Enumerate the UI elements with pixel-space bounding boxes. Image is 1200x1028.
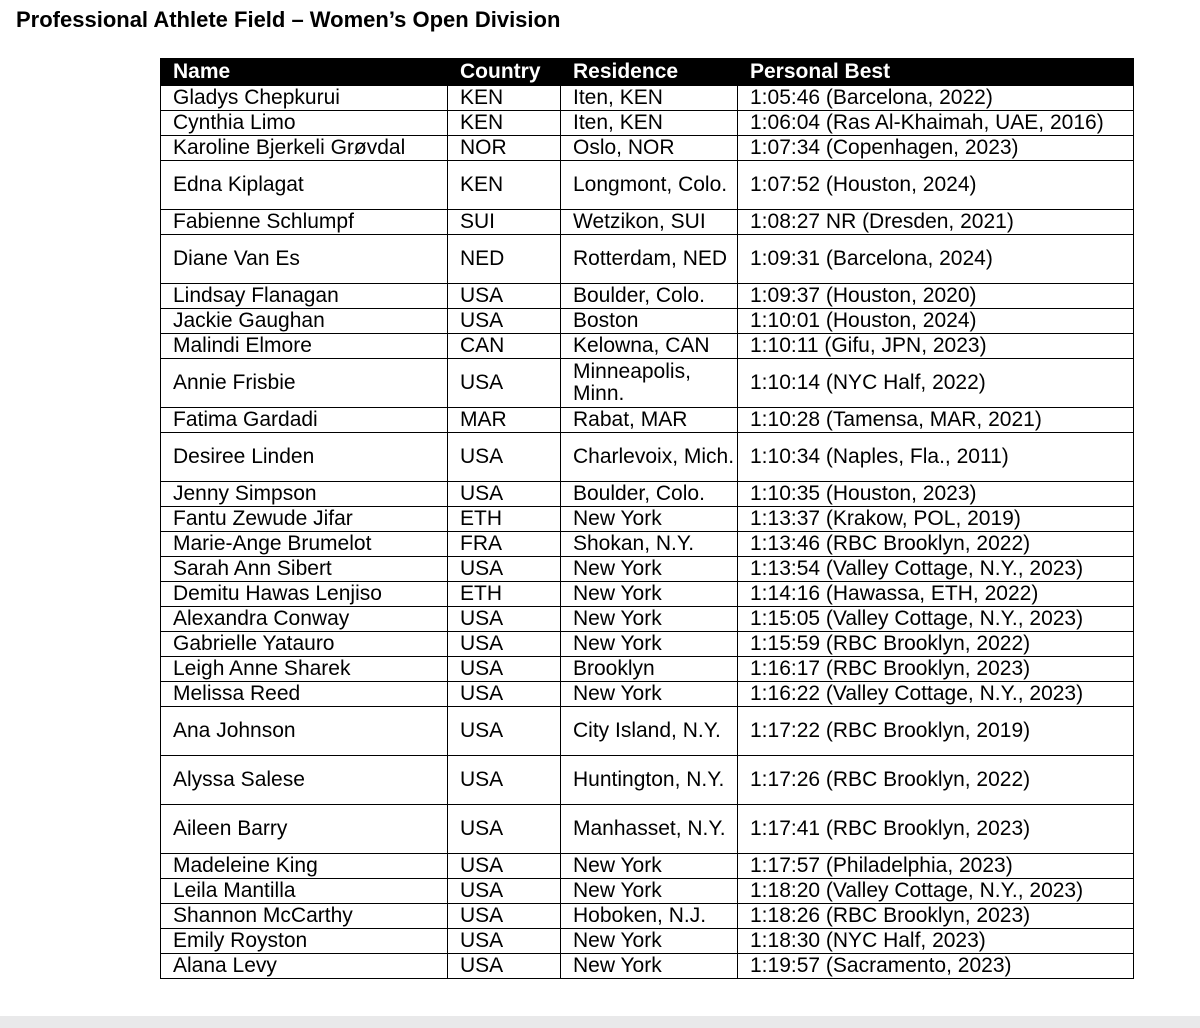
athlete-name-cell: Fabienne Schlumpf — [161, 210, 448, 235]
page-title: Professional Athlete Field – Women’s Open Division — [16, 7, 561, 32]
residence-cell: New York — [561, 507, 738, 532]
table-row — [161, 507, 1134, 532]
athlete-name-cell: Annie Frisbie — [161, 359, 448, 408]
residence-cell: Kelowna, CAN — [561, 334, 738, 359]
country-cell: CAN — [448, 334, 561, 359]
personal-best-cell: 1:15:59 (RBC Brooklyn, 2022) — [738, 632, 1134, 657]
personal-best-cell: 1:17:22 (RBC Brooklyn, 2019) — [738, 707, 1134, 756]
residence-cell: Brooklyn — [561, 657, 738, 682]
athlete-name-cell: Jackie Gaughan — [161, 309, 448, 334]
athlete-name-cell: Karoline Bjerkeli Grøvdal — [161, 136, 448, 161]
residence-cell: Rotterdam, NED — [561, 235, 738, 284]
residence-cell: New York — [561, 557, 738, 582]
residence-cell: Manhasset, N.Y. — [561, 805, 738, 854]
athlete-name-cell: Emily Royston — [161, 929, 448, 954]
table-row — [161, 86, 1134, 111]
country-cell: USA — [448, 557, 561, 582]
residence-cell: Wetzikon, SUI — [561, 210, 738, 235]
personal-best-cell: 1:10:35 (Houston, 2023) — [738, 482, 1134, 507]
personal-best-cell: 1:18:20 (Valley Cottage, N.Y., 2023) — [738, 879, 1134, 904]
table-row — [161, 359, 1134, 408]
personal-best-cell: 1:17:57 (Philadelphia, 2023) — [738, 854, 1134, 879]
personal-best-cell: 1:09:37 (Houston, 2020) — [738, 284, 1134, 309]
table-row — [161, 929, 1134, 954]
athlete-name-cell: Malindi Elmore — [161, 334, 448, 359]
personal-best-cell: 1:18:26 (RBC Brooklyn, 2023) — [738, 904, 1134, 929]
country-cell: USA — [448, 632, 561, 657]
country-cell: USA — [448, 756, 561, 805]
residence-cell: Longmont, Colo. — [561, 161, 738, 210]
country-cell: USA — [448, 904, 561, 929]
header-country: Country — [448, 59, 561, 86]
athlete-name-cell: Jenny Simpson — [161, 482, 448, 507]
country-cell: USA — [448, 482, 561, 507]
country-cell: USA — [448, 284, 561, 309]
personal-best-cell: 1:08:27 NR (Dresden, 2021) — [738, 210, 1134, 235]
residence-cell: Shokan, N.Y. — [561, 532, 738, 557]
personal-best-cell: 1:13:54 (Valley Cottage, N.Y., 2023) — [738, 557, 1134, 582]
personal-best-cell: 1:17:26 (RBC Brooklyn, 2022) — [738, 756, 1134, 805]
athlete-table — [160, 58, 1134, 979]
athlete-name-cell: Leila Mantilla — [161, 879, 448, 904]
table-row — [161, 707, 1134, 756]
personal-best-cell: 1:10:28 (Tamensa, MAR, 2021) — [738, 408, 1134, 433]
bottom-edge-bar — [0, 1016, 1200, 1028]
header-name: Name — [161, 59, 448, 86]
table-row — [161, 309, 1134, 334]
residence-cell: Boulder, Colo. — [561, 284, 738, 309]
country-cell: USA — [448, 682, 561, 707]
residence-cell: City Island, N.Y. — [561, 707, 738, 756]
table-row — [161, 582, 1134, 607]
country-cell: SUI — [448, 210, 561, 235]
residence-cell: New York — [561, 682, 738, 707]
athlete-name-cell: Marie-Ange Brumelot — [161, 532, 448, 557]
residence-cell: Iten, KEN — [561, 111, 738, 136]
residence-cell: Hoboken, N.J. — [561, 904, 738, 929]
athlete-name-cell: Fantu Zewude Jifar — [161, 507, 448, 532]
personal-best-cell: 1:10:11 (Gifu, JPN, 2023) — [738, 334, 1134, 359]
athlete-name-cell: Cynthia Limo — [161, 111, 448, 136]
country-cell: USA — [448, 657, 561, 682]
personal-best-cell: 1:13:37 (Krakow, POL, 2019) — [738, 507, 1134, 532]
country-cell: MAR — [448, 408, 561, 433]
athlete-name-cell: Madeleine King — [161, 854, 448, 879]
table-row — [161, 136, 1134, 161]
country-cell: USA — [448, 854, 561, 879]
personal-best-cell: 1:06:04 (Ras Al-Khaimah, UAE, 2016) — [738, 111, 1134, 136]
personal-best-cell: 1:17:41 (RBC Brooklyn, 2023) — [738, 805, 1134, 854]
personal-best-cell: 1:19:57 (Sacramento, 2023) — [738, 954, 1134, 979]
personal-best-cell: 1:15:05 (Valley Cottage, N.Y., 2023) — [738, 607, 1134, 632]
personal-best-cell: 1:07:52 (Houston, 2024) — [738, 161, 1134, 210]
country-cell: USA — [448, 805, 561, 854]
table-row — [161, 334, 1134, 359]
table-row — [161, 756, 1134, 805]
athlete-name-cell: Aileen Barry — [161, 805, 448, 854]
header-personal-best: Personal Best — [738, 59, 1134, 86]
country-cell: KEN — [448, 86, 561, 111]
residence-cell: New York — [561, 854, 738, 879]
country-cell: USA — [448, 433, 561, 482]
country-cell: KEN — [448, 161, 561, 210]
country-cell: FRA — [448, 532, 561, 557]
table-row — [161, 111, 1134, 136]
table-row — [161, 657, 1134, 682]
athlete-name-cell: Leigh Anne Sharek — [161, 657, 448, 682]
table-row — [161, 408, 1134, 433]
table-row — [161, 482, 1134, 507]
residence-cell: New York — [561, 929, 738, 954]
athlete-name-cell: Edna Kiplagat — [161, 161, 448, 210]
athlete-name-cell: Lindsay Flanagan — [161, 284, 448, 309]
residence-cell: New York — [561, 582, 738, 607]
table-row — [161, 532, 1134, 557]
personal-best-cell: 1:10:14 (NYC Half, 2022) — [738, 359, 1134, 408]
residence-cell: Boulder, Colo. — [561, 482, 738, 507]
personal-best-cell: 1:05:46 (Barcelona, 2022) — [738, 86, 1134, 111]
residence-cell: New York — [561, 879, 738, 904]
table-row — [161, 632, 1134, 657]
athlete-name-cell: Ana Johnson — [161, 707, 448, 756]
header-residence: Residence — [561, 59, 738, 86]
residence-cell: Oslo, NOR — [561, 136, 738, 161]
athlete-name-cell: Fatima Gardadi — [161, 408, 448, 433]
athlete-name-cell: Gabrielle Yatauro — [161, 632, 448, 657]
country-cell: ETH — [448, 507, 561, 532]
athlete-name-cell: Demitu Hawas Lenjiso — [161, 582, 448, 607]
table-row — [161, 954, 1134, 979]
table-row — [161, 284, 1134, 309]
country-cell: USA — [448, 954, 561, 979]
residence-cell: New York — [561, 954, 738, 979]
country-cell: KEN — [448, 111, 561, 136]
table-row — [161, 557, 1134, 582]
residence-cell: Minneapolis, Minn. — [561, 359, 738, 408]
athlete-name-cell: Alana Levy — [161, 954, 448, 979]
table-row — [161, 854, 1134, 879]
country-cell: USA — [448, 309, 561, 334]
residence-cell: New York — [561, 607, 738, 632]
table-row — [161, 904, 1134, 929]
athlete-name-cell: Diane Van Es — [161, 235, 448, 284]
residence-cell: Charlevoix, Mich. — [561, 433, 738, 482]
athlete-name-cell: Shannon McCarthy — [161, 904, 448, 929]
table-row — [161, 210, 1134, 235]
residence-cell: Rabat, MAR — [561, 408, 738, 433]
residence-cell: Huntington, N.Y. — [561, 756, 738, 805]
table-row — [161, 682, 1134, 707]
residence-cell: Boston — [561, 309, 738, 334]
personal-best-cell: 1:07:34 (Copenhagen, 2023) — [738, 136, 1134, 161]
table-row — [161, 805, 1134, 854]
personal-best-cell: 1:10:01 (Houston, 2024) — [738, 309, 1134, 334]
table-row — [161, 879, 1134, 904]
athlete-name-cell: Sarah Ann Sibert — [161, 557, 448, 582]
personal-best-cell: 1:16:17 (RBC Brooklyn, 2023) — [738, 657, 1134, 682]
country-cell: USA — [448, 879, 561, 904]
country-cell: USA — [448, 607, 561, 632]
country-cell: USA — [448, 359, 561, 408]
athlete-name-cell: Alyssa Salese — [161, 756, 448, 805]
athlete-name-cell: Alexandra Conway — [161, 607, 448, 632]
personal-best-cell: 1:16:22 (Valley Cottage, N.Y., 2023) — [738, 682, 1134, 707]
table-row — [161, 607, 1134, 632]
country-cell: USA — [448, 707, 561, 756]
personal-best-cell: 1:14:16 (Hawassa, ETH, 2022) — [738, 582, 1134, 607]
athlete-name-cell: Gladys Chepkurui — [161, 86, 448, 111]
table-row — [161, 161, 1134, 210]
country-cell: NED — [448, 235, 561, 284]
athlete-name-cell: Melissa Reed — [161, 682, 448, 707]
table-header-row — [161, 59, 1134, 86]
residence-cell: Iten, KEN — [561, 86, 738, 111]
personal-best-cell: 1:10:34 (Naples, Fla., 2011) — [738, 433, 1134, 482]
table-row — [161, 235, 1134, 284]
table-row — [161, 433, 1134, 482]
personal-best-cell: 1:18:30 (NYC Half, 2023) — [738, 929, 1134, 954]
country-cell: ETH — [448, 582, 561, 607]
personal-best-cell: 1:13:46 (RBC Brooklyn, 2022) — [738, 532, 1134, 557]
country-cell: USA — [448, 929, 561, 954]
personal-best-cell: 1:09:31 (Barcelona, 2024) — [738, 235, 1134, 284]
country-cell: NOR — [448, 136, 561, 161]
residence-cell: New York — [561, 632, 738, 657]
athlete-name-cell: Desiree Linden — [161, 433, 448, 482]
